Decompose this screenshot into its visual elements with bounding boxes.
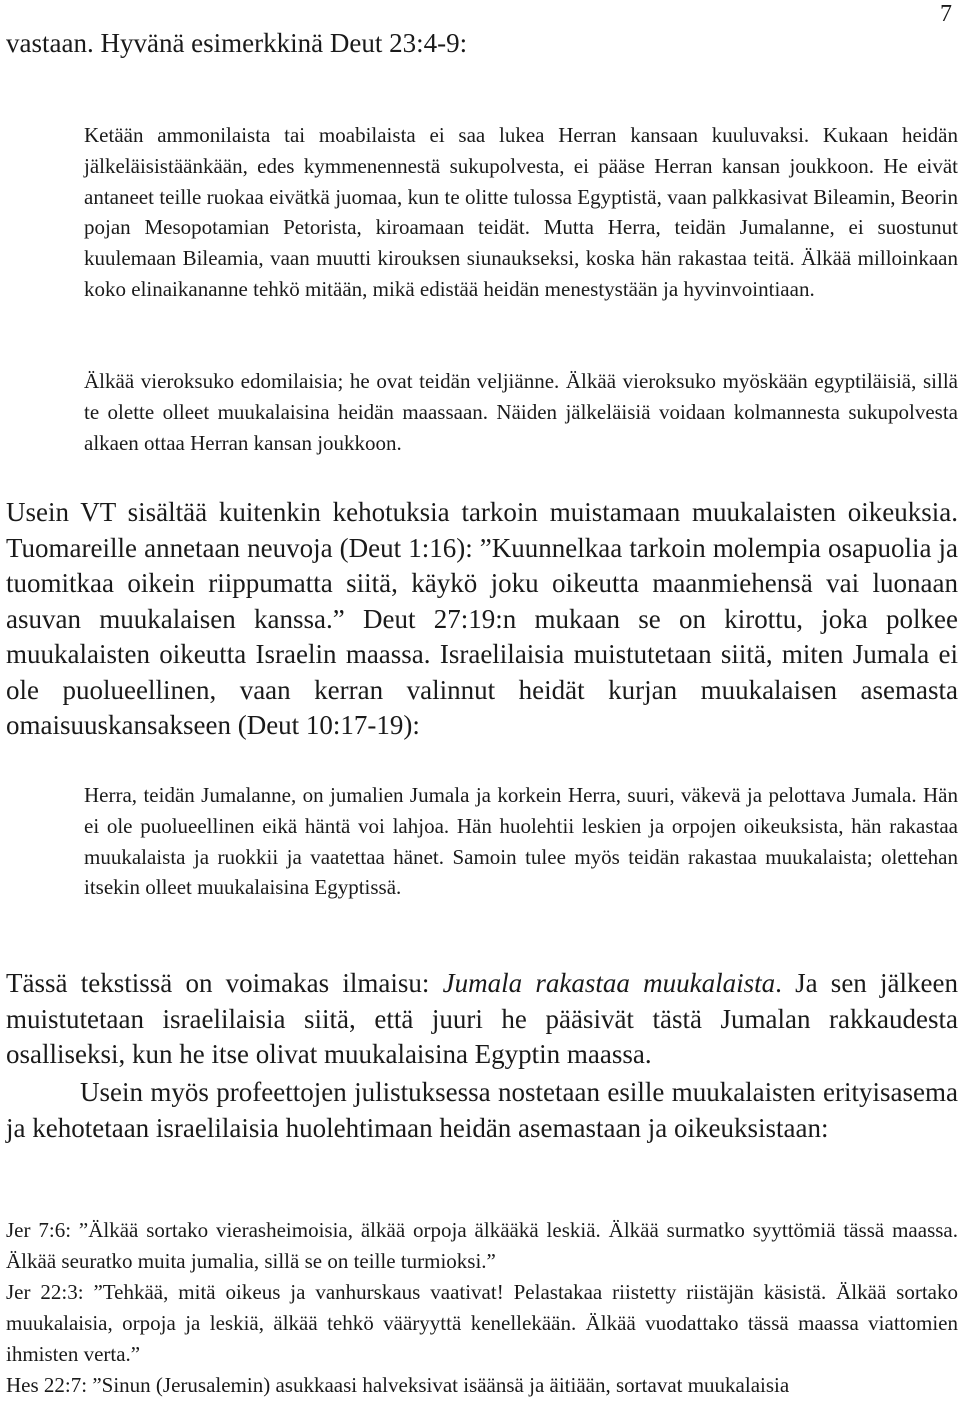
reference-jer-7-6: Jer 7:6: ”Älkää sortako vierasheimoisia, älkää orpoja älkääkä leskiä. Älkää surmatko syyttömiä tässä maassa. Älkää seuratko muita jumalia, sillä se on teille turmioksi.” bbox=[6, 1218, 958, 1273]
paragraph-god-loves-foreigner bbox=[6, 966, 958, 1073]
reference-hes-22-7: Hes 22:7: ”Sinun (Jerusalemin) asukkaasi halveksivat isäänsä ja äitiään, sortavat muukalaisia bbox=[6, 1373, 790, 1397]
paragraph-start: Tässä tekstissä on voimakas ilmaisu: bbox=[6, 968, 443, 998]
block-quote-deut-23-cont: Älkää vieroksuko edomilaisia; he ovat teidän veljiänne. Älkää vieroksuko myöskään egyptiläisiä, sillä te olette olleet muukalaisina heidän maassaan. Näiden jälkeläisiä voidaan kolmannesta sukupolvesta alkaen ottaa Herran kansan joukkoon. bbox=[84, 369, 958, 455]
emphasis-text: Jumala rakastaa muukalaista bbox=[442, 968, 776, 998]
paragraph-rest: . Ja sen jälkeen muistutetaan israelilaisia siitä, että juuri he pääsivät tästä Jumalan rakkaudesta osalliseksi, kun he itse olivat muukalaisina Egyptin maassa. bbox=[6, 968, 958, 1069]
page-number: 7 bbox=[940, 1, 952, 27]
block-quote-deut-23: Ketään ammonilaista tai moabilaista ei saa lukea Herran kansaan kuuluvaksi. Kukaan heidän jälkeläisistäänkään, edes kymmenennestä sukupolvesta, ei pääse Herran kansan joukkoon. He eivät antaneet teille ruokaa eivätkä juomaa, kun te olitte tulossa Egyptistä, vaan palkkasivat Bileamin, Beorin pojan Mesopotamian Petorista, kiroamaan teidät. Mutta Herra, teidän Jumalanne, ei suostunut kuulemaan Bileamia, vaan muutti kirouksen siunaukseksi, koska hän rakastaa teitä. Älkää milloinkaan koko elinaikananne tehkö mitään, mikä edistää heidän menestystään ja hyvinvointiaan. bbox=[84, 123, 958, 301]
paragraph-prophets-text: Usein myös profeettojen julistuksessa nostetaan esille muukalaisten erityisasema ja kehotetaan israelilaisia huolehtimaan heidän asemastaan ja oikeuksistaan: bbox=[6, 1077, 958, 1143]
intro-line: vastaan. Hyvänä esimerkkinä Deut 23:4-9: bbox=[6, 28, 468, 58]
paragraph-prophets bbox=[6, 1075, 958, 1146]
reference-jer-22-3: Jer 22:3: ”Tehkää, mitä oikeus ja vanhurskaus vaativat! Pelastakaa riistetty riistäjän käsistä. Älkää sortako muukalaisia, orpoja ja leskiä, älkää tehkö vääryyttä kenellekään. Älkää vuodattako tässä maassa viattomien ihmisten verta.” bbox=[6, 1280, 958, 1366]
block-quote-deut-10: Herra, teidän Jumalanne, on jumalien Jumala ja korkein Herra, suuri, väkevä ja pelottava Jumala. Hän ei ole puolueellinen eikä häntä voi lahjoa. Hän huolehtii leskien ja orpojen oikeuksista, hän rakastaa muukalaista ja ruokkii ja vaatettaa hänet. Samoin tulee myös teidän rakastaa muukalaista; olettehan itsekin olleet muukalaisina Egyptissä. bbox=[84, 783, 958, 900]
paragraph-foreigners-rights: Usein VT sisältää kuitenkin kehotuksia tarkoin muistamaan muukalaisten oikeuksia. Tuomareille annetaan neuvoja (Deut 1:16): ”Kuunnelkaa tarkoin molempia osapuolia ja tuomitkaa oikein riippumatta siitä, käykö joku oikeutta maanmiehensä vai luonaan asuvan muukalaisen kanssa.” Deut 27:19:n mukaan se on kirottu, joka polkee muukalaisten oikeutta Israelin maassa. Israelilaisia muistutetaan siitä, miten Jumala ei ole puolueellinen, vaan kerran valinnut heidät kurjan muukalaisen asemasta omaisuuskansakseen (Deut 10:17-19): bbox=[6, 497, 958, 740]
